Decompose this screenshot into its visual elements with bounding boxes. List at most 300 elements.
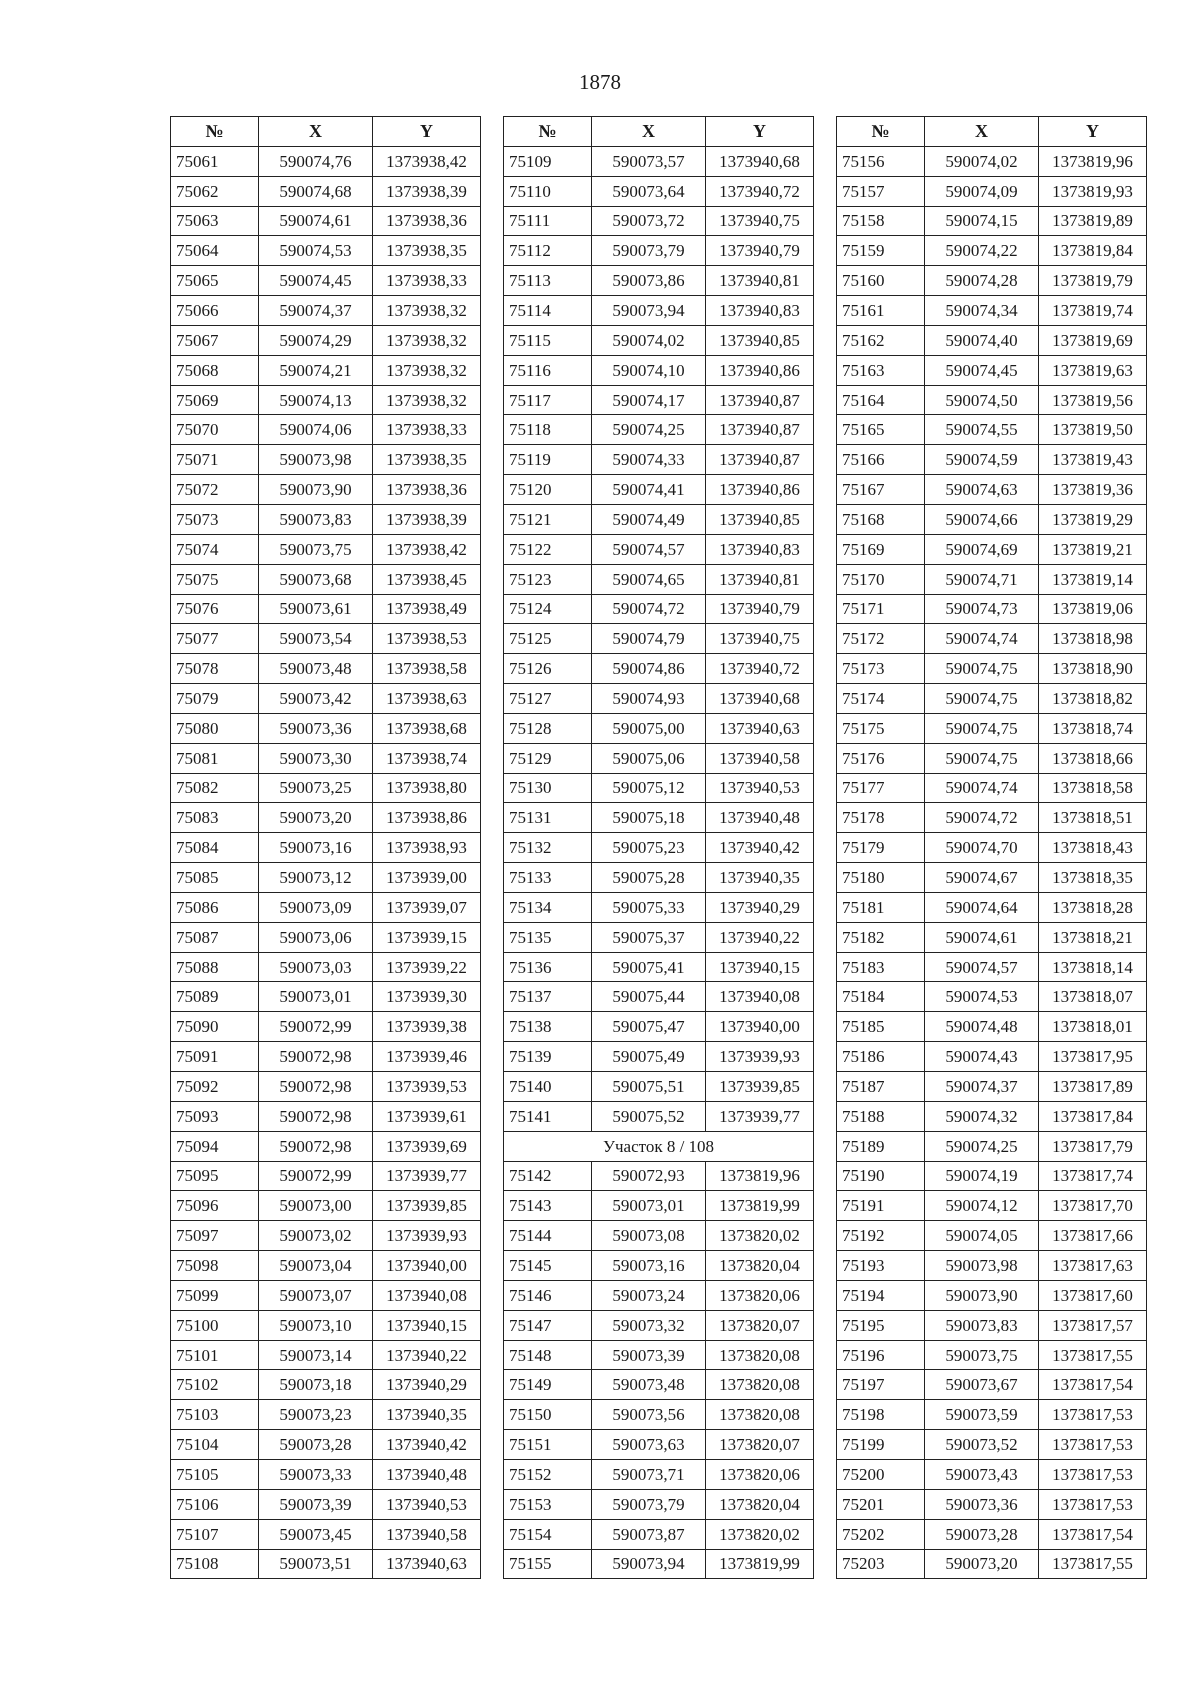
point-number-cell: 75201: [837, 1489, 925, 1519]
point-number-cell: 75120: [504, 475, 592, 505]
point-number-cell: 75122: [504, 534, 592, 564]
x-coordinate-cell: 590074,37: [259, 296, 373, 326]
x-coordinate-cell: 590074,93: [592, 684, 706, 714]
table-row: [504, 1310, 814, 1340]
y-coordinate-cell: 1373820,06: [706, 1459, 814, 1489]
table-row: [171, 1251, 481, 1281]
table-row: [504, 1280, 814, 1310]
y-coordinate-cell: 1373938,49: [373, 594, 481, 624]
y-coordinate-cell: 1373820,08: [706, 1340, 814, 1370]
page-number: 1878: [579, 70, 621, 94]
point-number-cell: 75130: [504, 773, 592, 803]
x-coordinate-cell: 590073,61: [259, 594, 373, 624]
table-row: [837, 1310, 1147, 1340]
table-row: [171, 1519, 481, 1549]
column-header-number: №: [837, 117, 925, 147]
x-coordinate-cell: 590073,83: [925, 1310, 1039, 1340]
y-coordinate-cell: 1373938,42: [373, 146, 481, 176]
x-coordinate-cell: 590075,06: [592, 743, 706, 773]
x-coordinate-cell: 590073,43: [925, 1459, 1039, 1489]
x-coordinate-cell: 590074,17: [592, 385, 706, 415]
table-row: [504, 146, 814, 176]
x-coordinate-cell: 590075,52: [592, 1101, 706, 1131]
point-number-cell: 75197: [837, 1370, 925, 1400]
x-coordinate-cell: 590074,63: [925, 475, 1039, 505]
point-number-cell: 75125: [504, 624, 592, 654]
x-coordinate-cell: 590074,66: [925, 504, 1039, 534]
table-row: [171, 1042, 481, 1072]
point-number-cell: 75117: [504, 385, 592, 415]
x-coordinate-cell: 590074,79: [592, 624, 706, 654]
x-coordinate-cell: 590074,69: [925, 534, 1039, 564]
table-row: [504, 1072, 814, 1102]
y-coordinate-cell: 1373939,69: [373, 1131, 481, 1161]
y-coordinate-cell: 1373939,53: [373, 1072, 481, 1102]
x-coordinate-cell: 590075,12: [592, 773, 706, 803]
point-number-cell: 75077: [171, 624, 259, 654]
point-number-cell: 75073: [171, 504, 259, 534]
y-coordinate-cell: 1373820,04: [706, 1251, 814, 1281]
x-coordinate-cell: 590073,45: [259, 1519, 373, 1549]
point-number-cell: 75199: [837, 1430, 925, 1460]
y-coordinate-cell: 1373820,04: [706, 1489, 814, 1519]
point-number-cell: 75109: [504, 146, 592, 176]
table-row: [504, 415, 814, 445]
column-header-y: Y: [373, 117, 481, 147]
y-coordinate-cell: 1373819,99: [706, 1549, 814, 1579]
point-number-cell: 75091: [171, 1042, 259, 1072]
point-number-cell: 75137: [504, 982, 592, 1012]
table-row: [837, 1370, 1147, 1400]
table-row: [837, 1340, 1147, 1370]
y-coordinate-cell: 1373940,87: [706, 415, 814, 445]
y-coordinate-cell: 1373940,58: [706, 743, 814, 773]
y-coordinate-cell: 1373940,53: [373, 1489, 481, 1519]
x-coordinate-cell: 590074,05: [925, 1221, 1039, 1251]
y-coordinate-cell: 1373940,81: [706, 564, 814, 594]
section-heading-row: [504, 1131, 814, 1161]
x-coordinate-cell: 590074,37: [925, 1072, 1039, 1102]
x-coordinate-cell: 590072,98: [259, 1072, 373, 1102]
x-coordinate-cell: 590074,53: [925, 982, 1039, 1012]
table-row: [171, 713, 481, 743]
y-coordinate-cell: 1373817,74: [1039, 1161, 1147, 1191]
table-row: [504, 1042, 814, 1072]
y-coordinate-cell: 1373938,39: [373, 176, 481, 206]
x-coordinate-cell: 590073,94: [592, 1549, 706, 1579]
table-row: [837, 1251, 1147, 1281]
point-number-cell: 75200: [837, 1459, 925, 1489]
point-number-cell: 75163: [837, 355, 925, 385]
point-number-cell: 75138: [504, 1012, 592, 1042]
table-row: [171, 475, 481, 505]
point-number-cell: 75135: [504, 922, 592, 952]
point-number-cell: 75113: [504, 266, 592, 296]
x-coordinate-cell: 590074,74: [925, 624, 1039, 654]
y-coordinate-cell: 1373818,14: [1039, 952, 1147, 982]
table-row: [171, 1101, 481, 1131]
x-coordinate-cell: 590073,98: [259, 445, 373, 475]
y-coordinate-cell: 1373940,35: [373, 1400, 481, 1430]
table-row: [504, 1370, 814, 1400]
table-row: [171, 266, 481, 296]
y-coordinate-cell: 1373818,90: [1039, 654, 1147, 684]
x-coordinate-cell: 590073,03: [259, 952, 373, 982]
point-number-cell: 75102: [171, 1370, 259, 1400]
x-coordinate-cell: 590074,45: [259, 266, 373, 296]
y-coordinate-cell: 1373817,53: [1039, 1489, 1147, 1519]
point-number-cell: 75075: [171, 564, 259, 594]
point-number-cell: 75147: [504, 1310, 592, 1340]
point-number-cell: 75141: [504, 1101, 592, 1131]
point-number-cell: 75166: [837, 445, 925, 475]
x-coordinate-cell: 590073,59: [925, 1400, 1039, 1430]
table-row: [837, 773, 1147, 803]
table-row: [837, 296, 1147, 326]
y-coordinate-cell: 1373940,22: [706, 922, 814, 952]
table-row: [504, 892, 814, 922]
y-coordinate-cell: 1373938,33: [373, 266, 481, 296]
point-number-cell: 75187: [837, 1072, 925, 1102]
point-number-cell: 75081: [171, 743, 259, 773]
y-coordinate-cell: 1373820,08: [706, 1370, 814, 1400]
y-coordinate-cell: 1373940,29: [706, 892, 814, 922]
point-number-cell: 75170: [837, 564, 925, 594]
y-coordinate-cell: 1373940,58: [373, 1519, 481, 1549]
table-row: [171, 624, 481, 654]
y-coordinate-cell: 1373939,07: [373, 892, 481, 922]
table-row: [171, 1280, 481, 1310]
y-coordinate-cell: 1373940,22: [373, 1340, 481, 1370]
y-coordinate-cell: 1373819,14: [1039, 564, 1147, 594]
x-coordinate-cell: 590074,50: [925, 385, 1039, 415]
point-number-cell: 75105: [171, 1459, 259, 1489]
y-coordinate-cell: 1373818,21: [1039, 922, 1147, 952]
point-number-cell: 75140: [504, 1072, 592, 1102]
y-coordinate-cell: 1373818,07: [1039, 982, 1147, 1012]
y-coordinate-cell: 1373940,75: [706, 624, 814, 654]
x-coordinate-cell: 590072,98: [259, 1101, 373, 1131]
y-coordinate-cell: 1373819,74: [1039, 296, 1147, 326]
table-row: [504, 833, 814, 863]
y-coordinate-cell: 1373819,84: [1039, 236, 1147, 266]
point-number-cell: 75104: [171, 1430, 259, 1460]
x-coordinate-cell: 590074,57: [592, 534, 706, 564]
point-number-cell: 75171: [837, 594, 925, 624]
y-coordinate-cell: 1373938,35: [373, 236, 481, 266]
y-coordinate-cell: 1373940,63: [373, 1549, 481, 1579]
x-coordinate-cell: 590073,79: [592, 236, 706, 266]
y-coordinate-cell: 1373940,86: [706, 355, 814, 385]
table-row: [171, 1400, 481, 1430]
column-header-y: Y: [1039, 117, 1147, 147]
table-row: [504, 1430, 814, 1460]
table-row: [504, 1161, 814, 1191]
y-coordinate-cell: 1373820,07: [706, 1430, 814, 1460]
point-number-cell: 75162: [837, 325, 925, 355]
table-row: [171, 1549, 481, 1579]
point-number-cell: 75191: [837, 1191, 925, 1221]
table-row: [171, 1489, 481, 1519]
y-coordinate-cell: 1373939,77: [373, 1161, 481, 1191]
x-coordinate-cell: 590074,86: [592, 654, 706, 684]
table-row: [171, 1459, 481, 1489]
table-row: [171, 415, 481, 445]
table-row: [837, 146, 1147, 176]
point-number-cell: 75111: [504, 206, 592, 236]
x-coordinate-cell: 590073,48: [259, 654, 373, 684]
y-coordinate-cell: 1373940,83: [706, 534, 814, 564]
table-row: [837, 475, 1147, 505]
x-coordinate-cell: 590073,52: [925, 1430, 1039, 1460]
x-coordinate-cell: 590074,45: [925, 355, 1039, 385]
x-coordinate-cell: 590075,49: [592, 1042, 706, 1072]
table-row: [837, 713, 1147, 743]
x-coordinate-cell: 590074,75: [925, 713, 1039, 743]
point-number-cell: 75124: [504, 594, 592, 624]
point-number-cell: 75096: [171, 1191, 259, 1221]
y-coordinate-cell: 1373938,45: [373, 564, 481, 594]
table-row: [171, 1430, 481, 1460]
point-number-cell: 75072: [171, 475, 259, 505]
x-coordinate-cell: 590074,61: [925, 922, 1039, 952]
point-number-cell: 75066: [171, 296, 259, 326]
point-number-cell: 75193: [837, 1251, 925, 1281]
point-number-cell: 75145: [504, 1251, 592, 1281]
x-coordinate-cell: 590073,56: [592, 1400, 706, 1430]
y-coordinate-cell: 1373818,82: [1039, 684, 1147, 714]
y-coordinate-cell: 1373939,77: [706, 1101, 814, 1131]
y-coordinate-cell: 1373818,35: [1039, 863, 1147, 893]
x-coordinate-cell: 590074,75: [925, 684, 1039, 714]
x-coordinate-cell: 590073,01: [592, 1191, 706, 1221]
y-coordinate-cell: 1373819,96: [706, 1161, 814, 1191]
x-coordinate-cell: 590073,01: [259, 982, 373, 1012]
y-coordinate-cell: 1373940,15: [706, 952, 814, 982]
table-row: [504, 236, 814, 266]
y-coordinate-cell: 1373940,72: [706, 176, 814, 206]
table-row: [504, 445, 814, 475]
point-number-cell: 75183: [837, 952, 925, 982]
y-coordinate-cell: 1373940,42: [373, 1430, 481, 1460]
point-number-cell: 75179: [837, 833, 925, 863]
point-number-cell: 75156: [837, 146, 925, 176]
table-row: [504, 1340, 814, 1370]
table-row: [504, 1012, 814, 1042]
table-header-row: [837, 117, 1147, 147]
table-body: [837, 146, 1147, 1579]
x-coordinate-cell: 590073,36: [925, 1489, 1039, 1519]
table-row: [504, 922, 814, 952]
point-number-cell: 75086: [171, 892, 259, 922]
x-coordinate-cell: 590073,79: [592, 1489, 706, 1519]
table-row: [171, 1131, 481, 1161]
table-row: [171, 892, 481, 922]
x-coordinate-cell: 590074,09: [925, 176, 1039, 206]
y-coordinate-cell: 1373938,36: [373, 475, 481, 505]
x-coordinate-cell: 590074,59: [925, 445, 1039, 475]
y-coordinate-cell: 1373819,63: [1039, 355, 1147, 385]
y-coordinate-cell: 1373820,07: [706, 1310, 814, 1340]
y-coordinate-cell: 1373819,99: [706, 1191, 814, 1221]
x-coordinate-cell: 590073,00: [259, 1191, 373, 1221]
y-coordinate-cell: 1373938,35: [373, 445, 481, 475]
table-row: [171, 1191, 481, 1221]
x-coordinate-cell: 590074,74: [925, 773, 1039, 803]
point-number-cell: 75161: [837, 296, 925, 326]
y-coordinate-cell: 1373819,43: [1039, 445, 1147, 475]
y-coordinate-cell: 1373940,35: [706, 863, 814, 893]
point-number-cell: 75085: [171, 863, 259, 893]
y-coordinate-cell: 1373940,00: [373, 1251, 481, 1281]
y-coordinate-cell: 1373940,15: [373, 1310, 481, 1340]
x-coordinate-cell: 590075,18: [592, 803, 706, 833]
table-row: [837, 355, 1147, 385]
x-coordinate-cell: 590074,15: [925, 206, 1039, 236]
table-row: [504, 982, 814, 1012]
table-row: [837, 1131, 1147, 1161]
point-number-cell: 75071: [171, 445, 259, 475]
point-number-cell: 75062: [171, 176, 259, 206]
table-row: [837, 1191, 1147, 1221]
y-coordinate-cell: 1373818,58: [1039, 773, 1147, 803]
x-coordinate-cell: 590073,67: [925, 1370, 1039, 1400]
table-row: [504, 1221, 814, 1251]
table-row: [837, 833, 1147, 863]
table-row: [171, 922, 481, 952]
point-number-cell: 75186: [837, 1042, 925, 1072]
x-coordinate-cell: 590074,12: [925, 1191, 1039, 1221]
x-coordinate-cell: 590074,57: [925, 952, 1039, 982]
y-coordinate-cell: 1373939,15: [373, 922, 481, 952]
x-coordinate-cell: 590072,99: [259, 1161, 373, 1191]
point-number-cell: 75126: [504, 654, 592, 684]
table-row: [837, 803, 1147, 833]
y-coordinate-cell: 1373820,02: [706, 1221, 814, 1251]
table-row: [837, 1519, 1147, 1549]
point-number-cell: 75181: [837, 892, 925, 922]
point-number-cell: 75118: [504, 415, 592, 445]
point-number-cell: 75150: [504, 1400, 592, 1430]
section-heading: Участок 8 / 108: [504, 1131, 814, 1161]
x-coordinate-cell: 590074,67: [925, 863, 1039, 893]
y-coordinate-cell: 1373819,79: [1039, 266, 1147, 296]
y-coordinate-cell: 1373817,53: [1039, 1400, 1147, 1430]
x-coordinate-cell: 590073,57: [592, 146, 706, 176]
table-row: [837, 1459, 1147, 1489]
point-number-cell: 75172: [837, 624, 925, 654]
x-coordinate-cell: 590075,00: [592, 713, 706, 743]
point-number-cell: 75174: [837, 684, 925, 714]
x-coordinate-cell: 590075,44: [592, 982, 706, 1012]
x-coordinate-cell: 590074,73: [925, 594, 1039, 624]
table-row: [504, 1400, 814, 1430]
table-row: [171, 1221, 481, 1251]
y-coordinate-cell: 1373940,48: [706, 803, 814, 833]
y-coordinate-cell: 1373817,54: [1039, 1370, 1147, 1400]
point-number-cell: 75095: [171, 1161, 259, 1191]
x-coordinate-cell: 590074,43: [925, 1042, 1039, 1072]
y-coordinate-cell: 1373818,43: [1039, 833, 1147, 863]
table-row: [171, 206, 481, 236]
point-number-cell: 75069: [171, 385, 259, 415]
x-coordinate-cell: 590074,21: [259, 355, 373, 385]
table-row: [171, 355, 481, 385]
x-coordinate-cell: 590075,37: [592, 922, 706, 952]
point-number-cell: 75176: [837, 743, 925, 773]
point-number-cell: 75196: [837, 1340, 925, 1370]
coordinates-table-2: [503, 116, 814, 1579]
y-coordinate-cell: 1373940,86: [706, 475, 814, 505]
point-number-cell: 75133: [504, 863, 592, 893]
x-coordinate-cell: 590074,29: [259, 325, 373, 355]
y-coordinate-cell: 1373938,80: [373, 773, 481, 803]
x-coordinate-cell: 590074,02: [592, 325, 706, 355]
y-coordinate-cell: 1373939,38: [373, 1012, 481, 1042]
column-header-y: Y: [706, 117, 814, 147]
y-coordinate-cell: 1373939,93: [706, 1042, 814, 1072]
table-row: [171, 773, 481, 803]
table-row: [171, 654, 481, 684]
table-row: [837, 952, 1147, 982]
x-coordinate-cell: 590074,25: [592, 415, 706, 445]
y-coordinate-cell: 1373819,06: [1039, 594, 1147, 624]
x-coordinate-cell: 590075,33: [592, 892, 706, 922]
table-row: [171, 176, 481, 206]
y-coordinate-cell: 1373817,66: [1039, 1221, 1147, 1251]
x-coordinate-cell: 590073,25: [259, 773, 373, 803]
x-coordinate-cell: 590073,32: [592, 1310, 706, 1340]
y-coordinate-cell: 1373939,93: [373, 1221, 481, 1251]
x-coordinate-cell: 590073,20: [259, 803, 373, 833]
y-coordinate-cell: 1373817,53: [1039, 1430, 1147, 1460]
table-row: [171, 325, 481, 355]
table-row: [171, 1072, 481, 1102]
table-row: [504, 534, 814, 564]
x-coordinate-cell: 590074,71: [925, 564, 1039, 594]
y-coordinate-cell: 1373939,22: [373, 952, 481, 982]
y-coordinate-cell: 1373938,74: [373, 743, 481, 773]
table-row: [171, 1310, 481, 1340]
point-number-cell: 75129: [504, 743, 592, 773]
y-coordinate-cell: 1373940,83: [706, 296, 814, 326]
table-row: [837, 206, 1147, 236]
point-number-cell: 75121: [504, 504, 592, 534]
x-coordinate-cell: 590074,75: [925, 654, 1039, 684]
table-row: [504, 176, 814, 206]
x-coordinate-cell: 590074,75: [925, 743, 1039, 773]
y-coordinate-cell: 1373819,21: [1039, 534, 1147, 564]
x-coordinate-cell: 590074,61: [259, 206, 373, 236]
x-coordinate-cell: 590073,86: [592, 266, 706, 296]
table-row: [504, 1459, 814, 1489]
x-coordinate-cell: 590074,40: [925, 325, 1039, 355]
x-coordinate-cell: 590075,23: [592, 833, 706, 863]
table-row: [171, 236, 481, 266]
x-coordinate-cell: 590072,93: [592, 1161, 706, 1191]
x-coordinate-cell: 590074,02: [925, 146, 1039, 176]
point-number-cell: 75159: [837, 236, 925, 266]
point-number-cell: 75100: [171, 1310, 259, 1340]
table-row: [504, 475, 814, 505]
point-number-cell: 75151: [504, 1430, 592, 1460]
x-coordinate-cell: 590073,90: [925, 1280, 1039, 1310]
column-header-x: X: [925, 117, 1039, 147]
table-header-row: [171, 117, 481, 147]
y-coordinate-cell: 1373940,08: [373, 1280, 481, 1310]
table-row: [837, 236, 1147, 266]
table-row: [504, 952, 814, 982]
